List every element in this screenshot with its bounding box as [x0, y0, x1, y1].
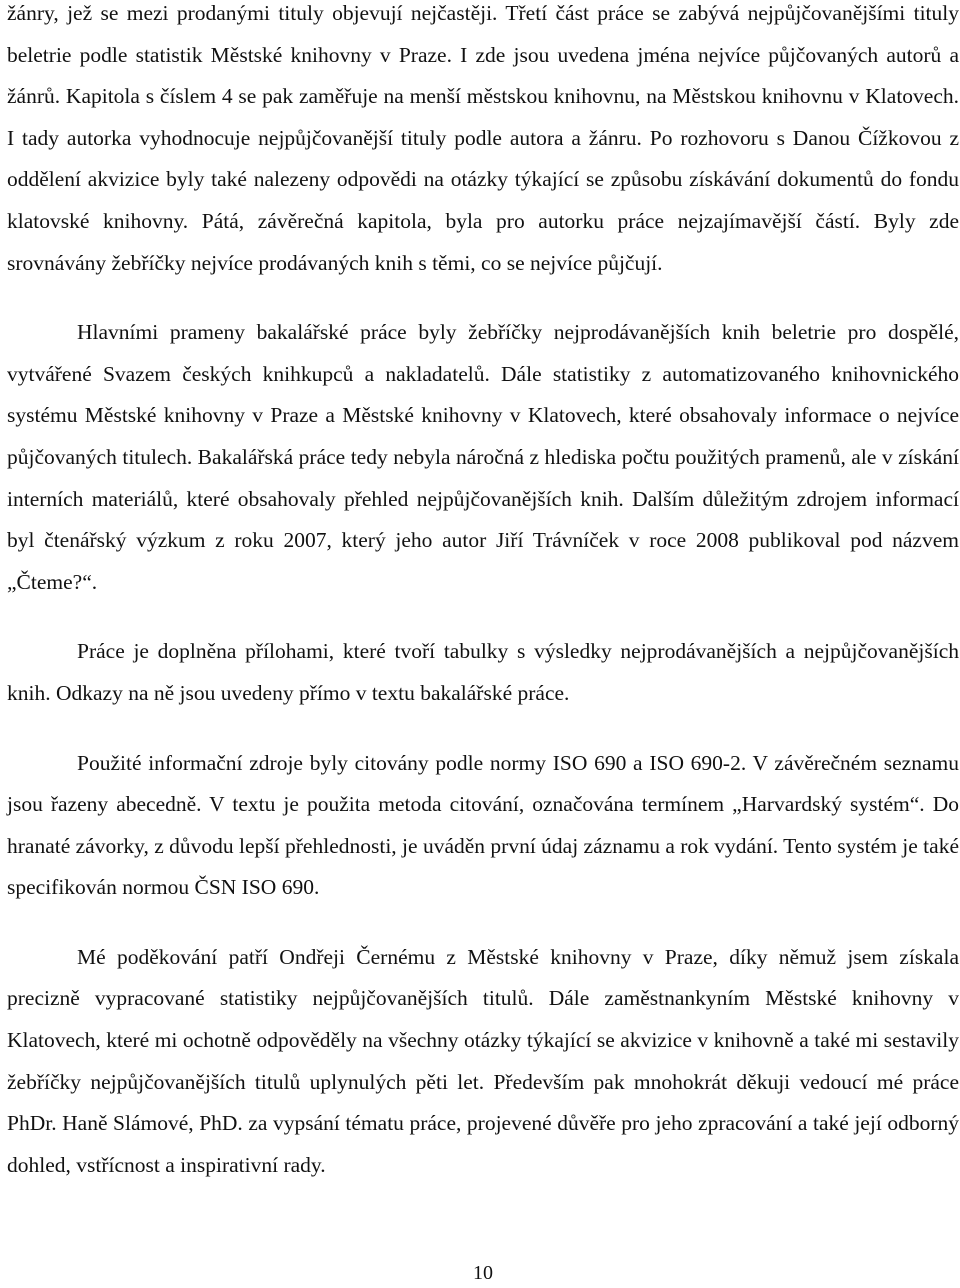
paragraph-citations: Použité informační zdroje byly citovány podle normy ISO 690 a ISO 690-2. V závěrečném seznamu jsou řazeny abecedně. V textu je použita metoda citování, označována termínem „Harvardský systém“. Do hranaté závorky, z důvodu lepší přehlednosti, je uváděn první údaj záznamu a rok vydání. Tento systém je také specifikován normou ČSN ISO 690.: [7, 750, 959, 900]
page-number: 10: [473, 1262, 493, 1284]
body-text: [7, 0, 959, 1186]
paragraph-appendices: Práce je doplněna přílohami, které tvoří tabulky s výsledky nejprodávanějších a nejpůjčovanějších knih. Odkazy na ně jsou uvedeny přímo v textu bakalářské práce.: [7, 639, 959, 705]
document-page: [7, 0, 959, 1288]
paragraph-acknowledgements: Mé poděkování patří Ondřeji Černému z Městské knihovny v Praze, díky němuž jsem získala precizně vypracované statistiky nejpůjčovanějších titulů. Dále zaměstnankyním Městské knihovny v Klatovech, které mi ochotně odpověděly na všechny otázky týkající se akvizice v knihovně a také mi sestavily žebříčky nejpůjčovanějších titulů uplynulých pěti let. Především pak mnohokrát děkuji vedoucí mé práce PhDr. Haně Slámové, PhD. za vypsání tématu práce, projevené důvěře pro jeho zpracování a také její odborný dohled, vstřícnost a inspirativní rady.: [7, 944, 959, 1177]
paragraph-continuation: žánry, jež se mezi prodanými tituly objevují nejčastěji. Třetí část práce se zabývá nejpůjčovanějšími tituly beletrie podle statistik Městské knihovny v Praze. I zde jsou uvedena jména nejvíce půjčovaných autorů a žánrů. Kapitola s číslem 4 se pak zaměřuje na menší městskou knihovnu, na Městskou knihovnu v Klatovech. I tady autorka vyhodnocuje nejpůjčovanější tituly podle autora a žánru. Po rozhovoru s Danou Čížkovou z oddělení akvizice byly také nalezeny odpovědi na otázky týkající se způsobu získávání dokumentů do fondu klatovské knihovny. Pátá, závěrečná kapitola, byla pro autorku práce nejzajímavější částí. Byly zde srovnávány žebříčky nejvíce prodávaných knih s těmi, co se nejvíce půjčují.: [7, 1, 959, 275]
paragraph-sources: Hlavními prameny bakalářské práce byly žebříčky nejprodávanějších knih beletrie pro dospělé, vytvářené Svazem českých knihkupců a nakladatelů. Dále statistiky z automatizovaného knihovnického systému Městské knihovny v Praze a Městské knihovny v Klatovech, které obsahovaly informace o nejvíce půjčovaných titulech. Bakalářská práce tedy nebyla náročná z hlediska počtu použitých pramenů, ale v získání interních materiálů, které obsahovaly přehled nejpůjčovanějších knih. Dalším důležitým zdrojem informací byl čtenářský výzkum z roku 2007, který jeho autor Jiří Trávníček v roce 2008 publikoval pod názvem „Čteme?“.: [7, 320, 959, 594]
